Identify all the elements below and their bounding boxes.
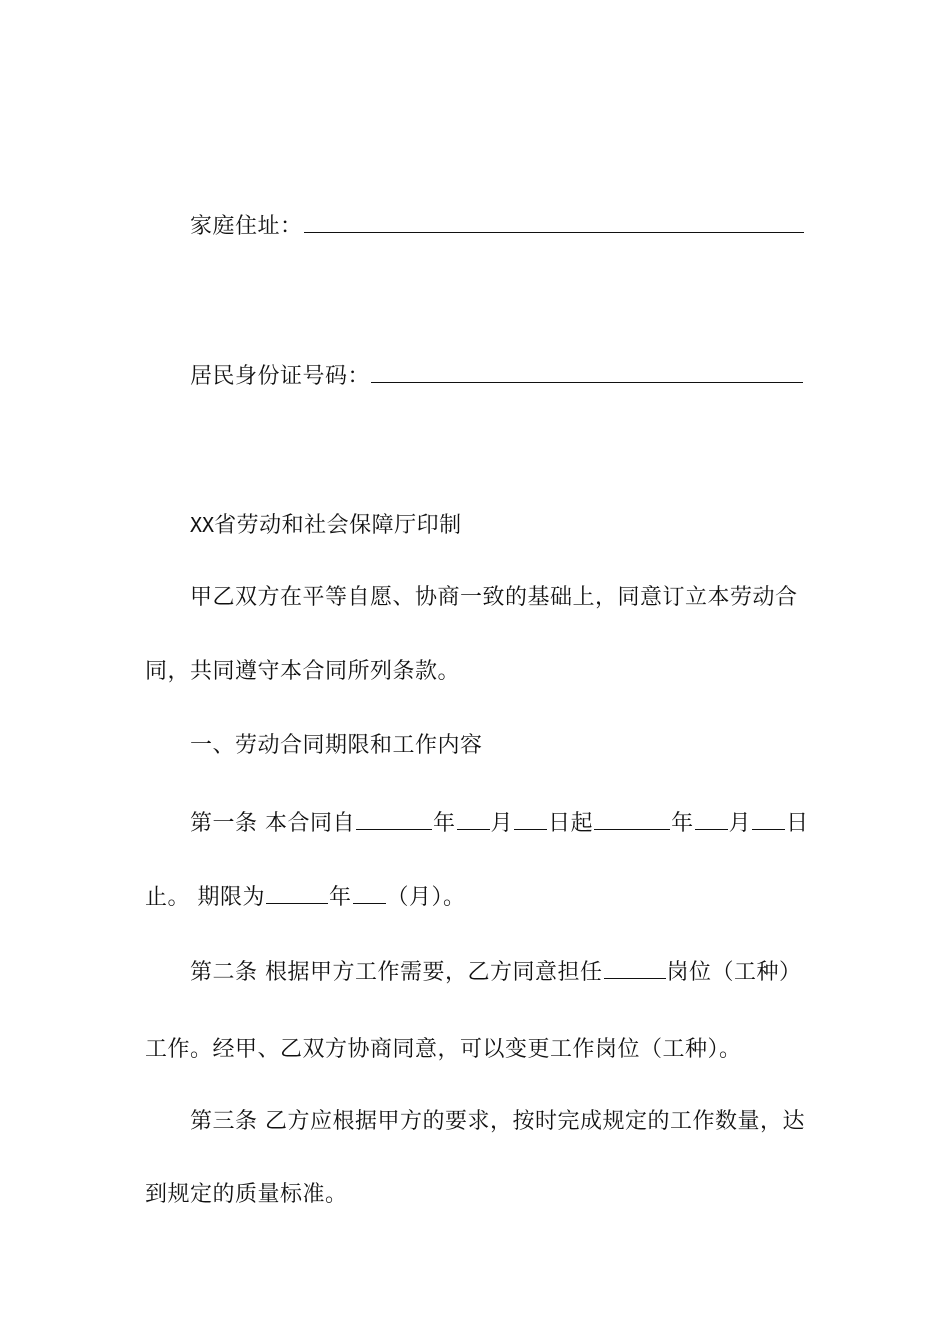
start-year-field[interactable]: [356, 809, 432, 830]
article-2-line-1: [190, 958, 802, 988]
home-address-row: [190, 212, 805, 242]
article-1-line-1: [190, 809, 809, 839]
end-day-label: 日: [786, 811, 809, 836]
end-year-field[interactable]: [594, 809, 670, 830]
preamble-line-2: 同，共同遵守本合同所列条款。: [145, 659, 461, 684]
id-number-row: [190, 362, 804, 392]
home-address-field[interactable]: [304, 212, 804, 233]
article-2-text-start: 根据甲方工作需要，乙方同意担任: [265, 960, 603, 985]
article-1-line-2: [145, 883, 466, 913]
day-from-label: 日起: [548, 811, 594, 836]
term-year-label: 年: [329, 885, 352, 910]
end-day-field[interactable]: [752, 809, 785, 830]
end-month-label: 月: [728, 811, 752, 836]
printer-prefix: XX: [190, 513, 215, 537]
article-3-line-1: [190, 1107, 805, 1137]
article-1-text-start: 本合同自: [265, 811, 356, 836]
printer-note: [190, 510, 462, 541]
section-heading: 一、劳动合同期限和工作内容: [190, 733, 483, 758]
home-address-label: 家庭住址：: [190, 214, 303, 239]
id-number-label: 居民身份证号码：: [190, 364, 371, 389]
year-label: 年: [433, 811, 456, 836]
term-label: 期限为: [197, 885, 266, 910]
article-3-text: 乙方应根据甲方的要求，按时完成规定的工作数量，达: [265, 1109, 806, 1134]
term-year-field[interactable]: [266, 883, 328, 904]
printer-text: 省劳动和社会保障厅印制: [214, 513, 462, 538]
month-label: 月: [490, 811, 514, 836]
end-year-label: 年: [671, 811, 694, 836]
position-field[interactable]: [604, 958, 666, 979]
article-1-label: 第一条: [190, 811, 258, 836]
term-month-field[interactable]: [353, 883, 386, 904]
id-number-field[interactable]: [371, 362, 803, 383]
article-2-text-end: 岗位（工种）: [666, 960, 802, 985]
start-month-field[interactable]: [457, 809, 490, 830]
article-2-line-2: 工作。经甲、乙双方协商同意，可以变更工作岗位（工种）。: [145, 1037, 742, 1062]
article-3-line-2: 到规定的质量标准。: [145, 1182, 348, 1207]
start-day-field[interactable]: [514, 809, 547, 830]
term-month-label: （月）。: [386, 885, 466, 910]
end-month-field[interactable]: [695, 809, 728, 830]
article-2-label: 第二条: [190, 960, 258, 985]
article-3-label: 第三条: [190, 1109, 258, 1134]
article-1-end-text: 止。: [145, 885, 191, 910]
preamble-line-1: 甲乙双方在平等自愿、协商一致的基础上，同意订立本劳动合: [190, 585, 798, 610]
